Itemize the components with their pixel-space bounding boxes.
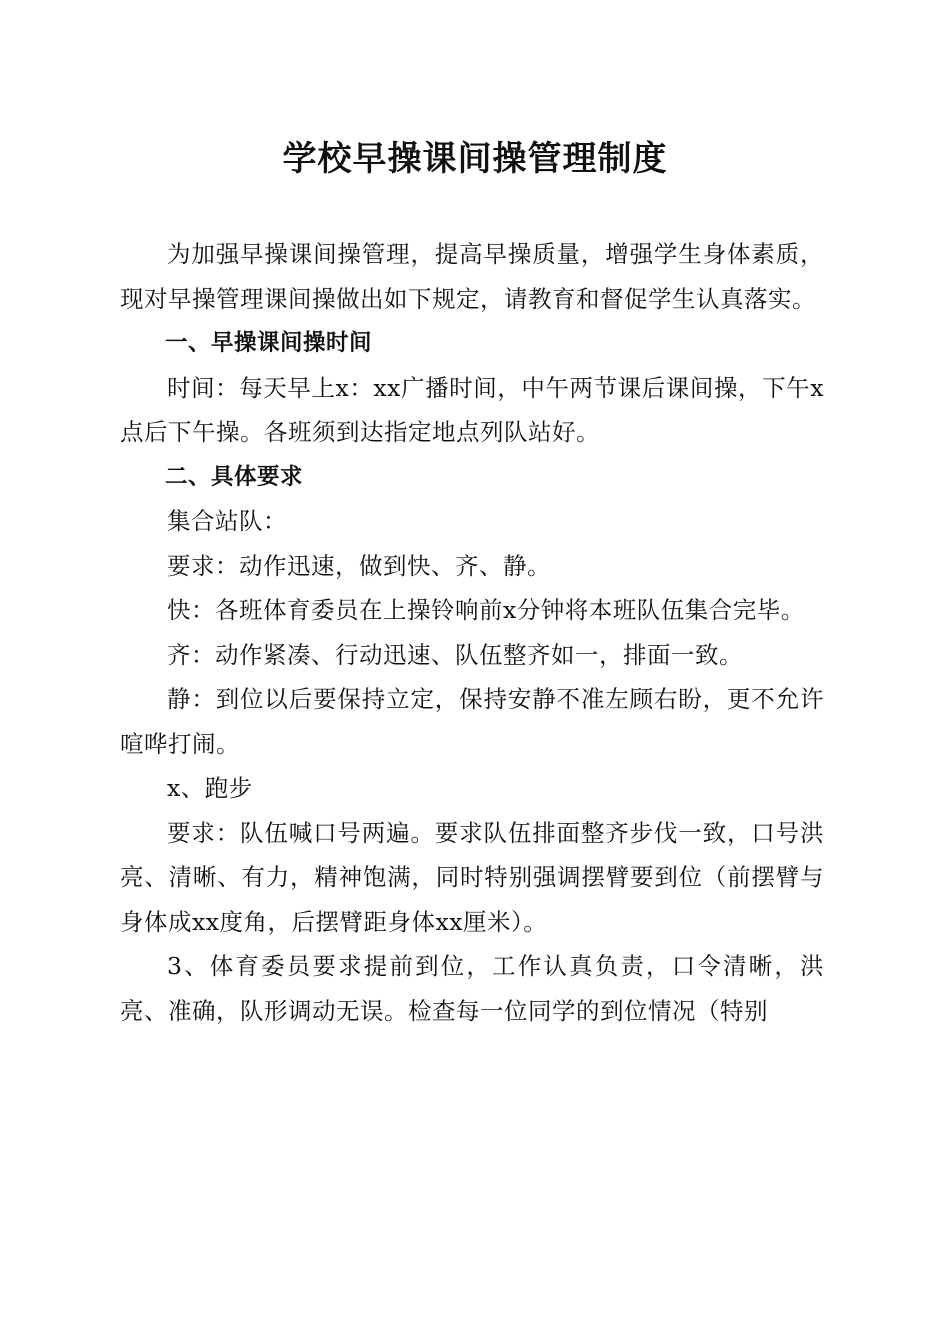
quiet-paragraph: 静：到位以后要保持立定，保持安静不准左顾右盼，更不允许喧哗打闹。	[120, 685, 824, 758]
fast-paragraph: 快：各班体育委员在上操铃响前x分钟将本班队伍集合完毕。	[167, 596, 805, 624]
running-heading-paragraph: x、跑步	[167, 774, 253, 802]
requirement-paragraph: 要求：动作迅速，做到快、齐、静。	[167, 551, 551, 580]
neat-paragraph: 齐：动作紧凑、行动迅速、队伍整齐如一，排面一致。	[167, 640, 743, 669]
assembly-paragraph: 集合站队：	[167, 507, 287, 535]
intro-paragraph: 为加强早操课间操管理，提高早操质量，增强学生身体素质，现对早操管理课间操做出如下规定，请教育和督促学生认真落实。	[120, 240, 824, 313]
section-heading-time: 一、早操课间操时间	[165, 330, 373, 356]
document-body	[120, 232, 824, 1033]
document-title: 学校早操课间操管理制度	[282, 139, 668, 179]
section-heading-requirements: 二、具体要求	[165, 463, 304, 490]
running-requirement-paragraph: 要求：队伍喊口号两遍。要求队伍排面整齐步伐一致，口号洪亮、清晰、有力，精神饱满，同时特别强调摆臂要到位（前摆臂与身体成xx度角，后摆臂距身体xx厘米）。	[120, 818, 824, 936]
pe-committee-paragraph: 3、体育委员要求提前到位，工作认真负责，口令清晰，洪亮、准确，队形调动无误。检查每一位同学的到位情况（特别	[120, 952, 824, 1025]
time-paragraph: 时间：每天早上x：xx广播时间，中午两节课后课间操，下午x点后下午操。各班须到达指定地点列队站好。	[120, 373, 824, 446]
